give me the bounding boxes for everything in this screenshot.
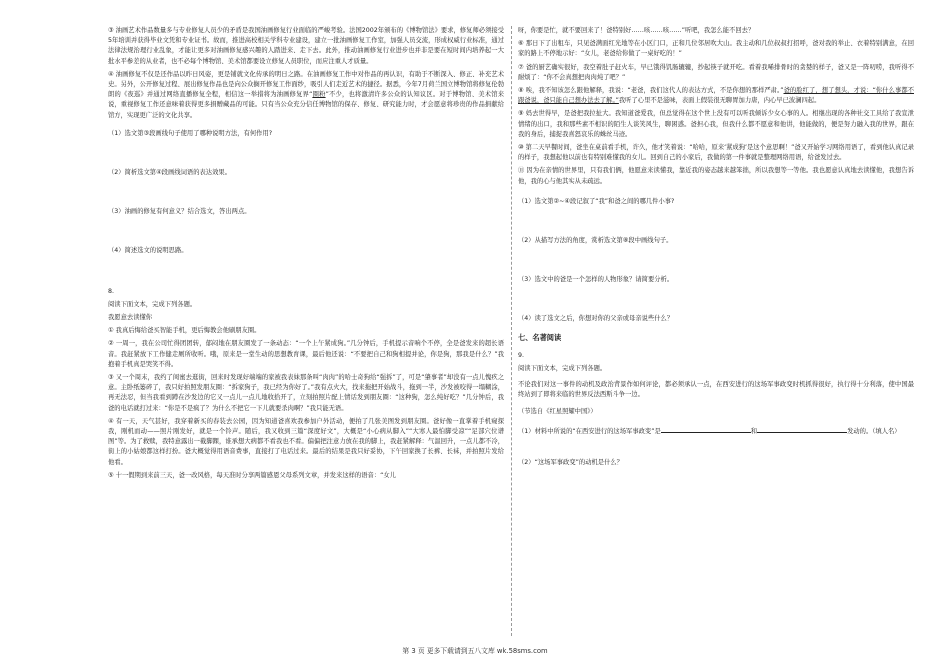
answer-space[interactable]	[518, 207, 914, 229]
right-column	[518, 26, 914, 468]
story-paragraph-6: ⑥ 那日下了出租车，只见爸满面红光地等在小区门口，正和几位邻居吹大山。我主动和几位叔叔打招呼，爸对我的举止、衣着特别满意，在回家的路上不停地示好：“女儿，老爸给你做了一桌好吃的！”	[518, 40, 914, 58]
story-paragraph-9: ⑨ 妈去世得早，是爸把我拉扯大。我知道爸爱我，但总觉得在这个世上没有可以听我倾诉少女心事的人。相继出现的各种社交工具给了我宣泄情绪的出口，我和那些素不相识的陌生人谈笑风生，聊困惑。爸担心我，但我什么都不愿意和他讲，他能做的，便是努力融入我的世界，跟在我的身后，捕捉我喜怒哀乐的蛛丝马迹。	[518, 110, 914, 138]
answer-space[interactable]	[518, 285, 914, 307]
story-paragraph-2: ② 一周一，我在公司忙得团团转，郁闷地在朋友圈发了一条动态：“一个上午紧成狗。”几分钟后，手机提示音响个不停，全是爸发来的超长语音。我赶紧放下工作健走厕所收听。哦，原来是一堂生动的思想教育课，最后他还说：“不要把自己和狗相提并论，你是狗，那我是什么？”我抱着手机真是哭笑不得。	[108, 340, 504, 368]
question-8-2: （2）从描写方法的角度，赏析选文第⑧段中画线句子。	[518, 237, 673, 245]
question-2: （2）简析选文第④段画线词语的表达效果。	[108, 169, 231, 177]
story-paragraph-11: ⑪ 因为在亲情的世界里，只有我们俩，他愿意来读懂我，靠近我的姿态越来越笨拙，所以我想等一等他。我也愿意认真地去读懂他，我想告诉他，我的心与他其实从未疏远。	[518, 167, 914, 185]
question-8-4: （4）读了选文之后，你想对你的父亲或母亲说些什么？	[518, 315, 674, 323]
story-paragraph-10: ⑩ 第二天早餐时间，爸坐在桌前看手机，许久，他才笑着说：“哈哈，原来‘紧成狗’是这个意思啊！”爸又开始学习网络用语了，看到他认真记录的样子，我想起他以前也有特别难懂我的女儿。回到自己的小家后，我做的第一件事就是整理网络用语，给爸发过去。	[518, 144, 914, 162]
question-4: （4）简述选文的说明思路。	[108, 247, 188, 255]
reading-instruction-9: 阅读下面文本，完成下列各题。	[518, 365, 607, 373]
story-paragraph-4: ④ 有一天，天气甚好，我穿着新买的春装去公园，因为知道爸喜欢我参加户外活动，便拍了几张美图发到朋友圈。爸好像一直掌着手机窥探我，刚机而动——照片刚发好，就是一个铃声。随后，我又收到三篇“深度好文”，大概是“小心病从脚入”“大寒人最怕脚受凉”“足部穴位谱图”等。为了救赎，我特意露出一截脚踝，谁承想大病都不看我也不看。偏偏把注意力放在我的脚上，我赶紧解释：气温回升，一点儿都不冷，街上的小姑娘都这样打扮。爸大概觉得用语音费事，直接打了电话过来。最后的结果是我只好妥协，下午回家换了长裤、长袜，并拍照片发给他看。	[108, 417, 504, 466]
paragraph-4	[108, 70, 504, 121]
answer-space[interactable]	[108, 139, 504, 161]
story-paragraph-7: ⑦ 爸的厨艺确实很好，我空着肚子赶火车，早已饿得饥肠辘辘，抄起筷子就开吃。看着我唏排骨时的贪婪的样子，爸又是一阵叨唠，我听得不耐烦了：“你不会真想把肉肉炖了吧？”	[518, 63, 914, 81]
page-footer: 第 3 页 更多下载请到五八文库 wk.58sms.com	[402, 647, 548, 655]
excerpt-text: 不论我们对这一事件的动机及政治背景作如何评论，都必须承认一点，在西安进行的这场军事政变时机抓得很好，执行得十分利落，使中国最终站到了即将来临的世界反法西斯斗争一边。	[518, 381, 914, 399]
question-8-1: （1）选文第②~④段记叙了“我”和爸之间的哪几件小事?	[518, 197, 675, 205]
paragraph-4-end: ”不少，也将激清许多公众的认知议区。对于博物馆、美术馆来说，重视修复工作还意味着获得更多捐赠藏品的可能。只有当公众充分信任博物馆的保存、修复、研究能力时，才会愿意将珍贵的作品捐献给馆方，实现更广泛的文化共享。	[108, 91, 504, 119]
question-9-1	[518, 425, 914, 437]
question-3: （3）油画的修复有何意义？结合选文，答出两点。	[108, 208, 251, 216]
answer-space[interactable]	[108, 217, 504, 239]
left-column	[108, 26, 504, 481]
answer-space[interactable]	[108, 178, 504, 200]
story-paragraph-5: ⑤ 十一假期到来前三天，爸一改风格，每天准时分享两篇感恩父母系列文章，并发来这样的语音：“女儿	[108, 471, 396, 479]
underlined-sentence: 爸的脸红了，想了想头，才说：“你什么事都不跟爸说，爸只能自己想办法去了解。”	[518, 87, 914, 105]
story-paragraph-8	[518, 86, 914, 106]
story-paragraph-1: ① 我真后悔给爸买智能手机，更后悔教会他刷朋友圈。	[108, 327, 261, 335]
paragraph-8-end: 我听了心里不是滋味，表面上假装很无聊胃加力唐，内心早已波澜四起。	[618, 97, 821, 105]
answer-space[interactable]	[518, 246, 914, 268]
question-9-2: （2）“这场军事政变”的动机是什么？	[518, 459, 623, 467]
answer-space[interactable]	[108, 257, 504, 279]
question-number-8: 8.	[108, 287, 115, 295]
article-title: 我愿意去读懂你	[108, 314, 153, 322]
fill-blank-2[interactable]	[757, 425, 847, 433]
question-1: （1）选文第③段画线句子使用了哪种说明方法，有何作用?	[108, 129, 273, 137]
reading-instruction: 阅读下面文本，完成下列各题。	[108, 300, 197, 308]
column-divider	[511, 26, 512, 636]
story-paragraph-5-cont: 呀，你要是忙，就不要回来了！爸特别好……咳……咳……”听吧，我怎么能不回去？	[518, 27, 755, 34]
underlined-word: 圈粉	[312, 91, 326, 99]
section-heading: 七、名著阅读	[518, 332, 562, 342]
fill-blank-1[interactable]	[661, 425, 751, 433]
paragraph-3: ③ 油画艺术作品数量多与专业修复人员少的矛盾是我国油画修复行业面临的严峻考验。法国2002年颁布的《博物馆法》要求，修复师必须接受5年培训并获得毕业文凭和专业证书。故而，推进高校相关学科专业建设，建立一批油画修复工作室，加强人员交流，形成权威行业标准，通过法律法规治理行业乱象，才能让更多对油画修复感兴趣的人踏进来、走下去。此外，推动油画修复行业进步也并非是要在短时间内培养起一大批水平参差的从业者，也不必每个博物馆、美术馆都要设立修复人员职位，而应注重人才质量。	[108, 27, 504, 65]
question-number-9: 9.	[518, 351, 525, 359]
story-paragraph-3: ③ 又一个周末，我约了闺蜜去逛街，回来时发现好端端的家被我表妹那条叫“肉肉”的哈士奇狗给“强拆”了，可是“肇事者”却没有一点儿愧疚之意。主卧纸篓碎了，我只好拍照发朋友圈：“拆家狗子，我已经为你好了。”我有点火大，找来拖把开始战斗，拖到一半，沙发被咬得一塌糊涂，再无法忍，但当我看到蹲在沙发边的它又一点儿一点儿地收拾开了，立刻拍照片配上情话发到朋友圈：“这种狗，怎么纯好吃？”几分钟后，我爸的电话就打过来：“你是不是疯了？为什么不把它一下儿就要杀肉啊？”我只能无语。	[108, 374, 504, 412]
question-9-1-end: 发动的。（填人名）	[847, 427, 901, 435]
question-8-3: （3）选文中的爸是一个怎样的人物形象？请简要分析。	[518, 276, 674, 284]
question-9-1-text: （1）材料中所说的“在西安进行的这场军事政变”是	[518, 427, 661, 435]
paragraph-4-start: ④ 油画修复不仅是还作品以昨日风姿，更是铺就文化传承的明日之路。在油画修复工作中对作品的再认识，有助于不断深入、修正、补充艺术史。另外，公开修复过程、展出修复作品也是向公众搁开修复工作面纱，吸引人们走近艺术的捷径。据悉，今年7月荷兰国立博物馆将修复伦勃朗的《夜巡》并通过网络直播修复全程，相信这一举措将为油画修复界“	[108, 70, 504, 99]
question-9-1-and: 和	[750, 427, 758, 435]
excerpt-source: （节选自《红星照耀中国》）	[518, 407, 597, 415]
answer-space[interactable]	[518, 437, 914, 451]
paragraph-8-start: ⑧ 唉，我不知该怎么跟他解释，我说：“老爸，我们这代人的表达方式，不是你想的那样严肃。”	[518, 87, 784, 95]
